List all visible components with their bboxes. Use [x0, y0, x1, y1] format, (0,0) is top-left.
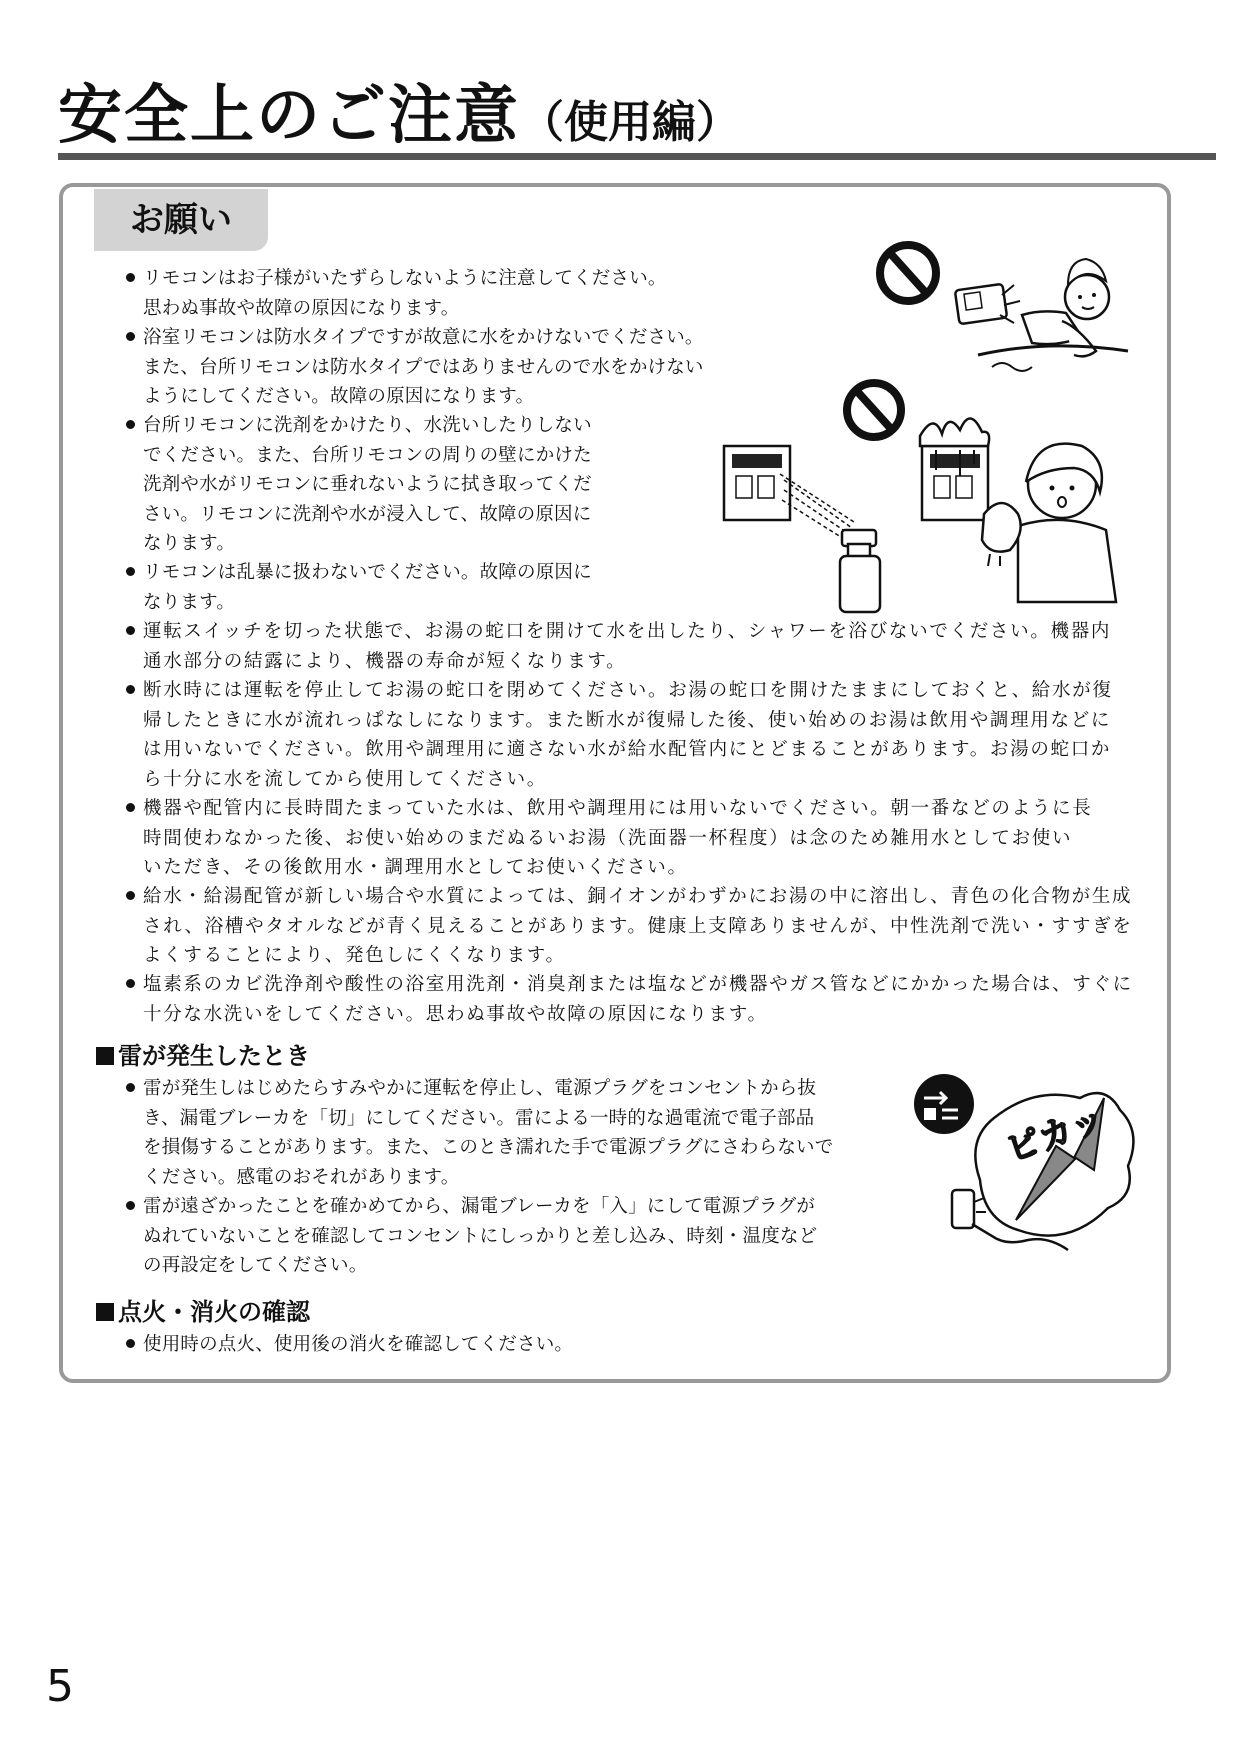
section-heading-thunder: 雷が発生したとき — [96, 1040, 310, 1072]
prohibition-icon — [880, 245, 936, 301]
bullet-item: 台所リモコンに洗剤をかけたり、水洗いしたりしない でください。また、台所リモコンの周りの壁にかけた 洗剤や水がリモコンに垂れないように拭き取ってくだ さい。リモコンに洗剤や水が浸入して、故障の原因に なります。 — [143, 411, 592, 559]
page-title: 安全上のご注意（使用編） — [58, 79, 740, 153]
unplug-icon — [914, 1074, 974, 1134]
bullet-item: 給水・給湯配管が新しい場合や水質によっては、銅イオンがわずかにお湯の中に溶出し、青色の化合物が生成 され、浴槽やタオルなどが青く見えることがあります。健康上支障ありませんが、中性洗剤で洗い・すすぎを よくすることにより、発色しにくくなります。 — [143, 882, 1133, 971]
bullet-item: 雷が遠ざかったことを確かめてから、漏電ブレーカを「入」にして電源プラグが ぬれていないことを確認してコンセントにしっかりと差し込み、時刻・温度など の再設定をしてください。 — [143, 1192, 817, 1281]
bullet-item: 運転スイッチを切った状態で、お湯の蛇口を開けて水を出したり、シャワーを浴びないでください。機器内 通水部分の結露により、機器の寿命が短くなります。 — [143, 617, 1111, 676]
bullet-item: 雷が発生しはじめたらすみやかに運転を停止し、電源プラグをコンセントから抜 き、漏電ブレーカを「切」にしてください。雷による一時的な過電流で電子部品 を損傷することがあります。また、このとき濡れた手で電源プラグにさわらないで ください。感電のおそれがあります。 — [143, 1074, 833, 1192]
section-heading-ignition: 点火・消火の確認 — [96, 1296, 310, 1328]
bullet-item: 機器や配管内に長時間たまっていた水は、飲用や調理用には用いないでください。朝一番などのように長 時間使わなかった後、お使い始めのまだぬるいお湯（洗面器一杯程度）は念のため雑用水としてお使い いただき、その後飲用水・調理用水としてお使いください。 — [143, 794, 1092, 883]
bullet-item: リモコンはお子様がいたずらしないように注意してください。 思わぬ事故や故障の原因になります。 — [143, 264, 667, 323]
bullet-item: リモコンは乱暴に扱わないでください。故障の原因に なります。 — [143, 558, 592, 617]
child-splash-illustration — [872, 235, 1142, 385]
title-divider — [58, 153, 1216, 160]
bullet-item: 塩素系のカビ洗浄剤や酸性の浴室用洗剤・消臭剤または塩などが機器やガス管などにかかった場合は、すぐに 十分な水洗いをしてください。思わぬ事故や故障の原因になります。 — [143, 970, 1133, 1029]
cleaner-spray-illustration — [722, 378, 1142, 618]
section-tab: お願い — [94, 189, 268, 251]
prohibition-icon — [847, 383, 901, 437]
bullet-item: 浴室リモコンは防水タイプですが故意に水をかけないでください。 また、台所リモコンは防水タイプではありませんので水をかけない ようにしてください。故障の原因になります。 — [143, 323, 704, 412]
lightning-illustration — [912, 1070, 1142, 1260]
bullet-item: 使用時の点火、使用後の消火を確認してください。 — [143, 1330, 573, 1360]
bullet-item: 断水時には運転を停止してお湯の蛇口を閉めてください。お湯の蛇口を開けたままにしておくと、給水が復 帰したときに水が流れっぱなしになります。また断水が復帰した後、使い始めのお湯は飲用や調理用などに は用いないでください。飲用や調理用に適さない水が給水配管内にとどまることがあります。お湯の蛇口か ら十分に水を流してから使用してください。 — [143, 676, 1113, 794]
svg-text:ピカッ: ピカッ — [1000, 1098, 1111, 1171]
page-number: 5 — [46, 1661, 74, 1712]
